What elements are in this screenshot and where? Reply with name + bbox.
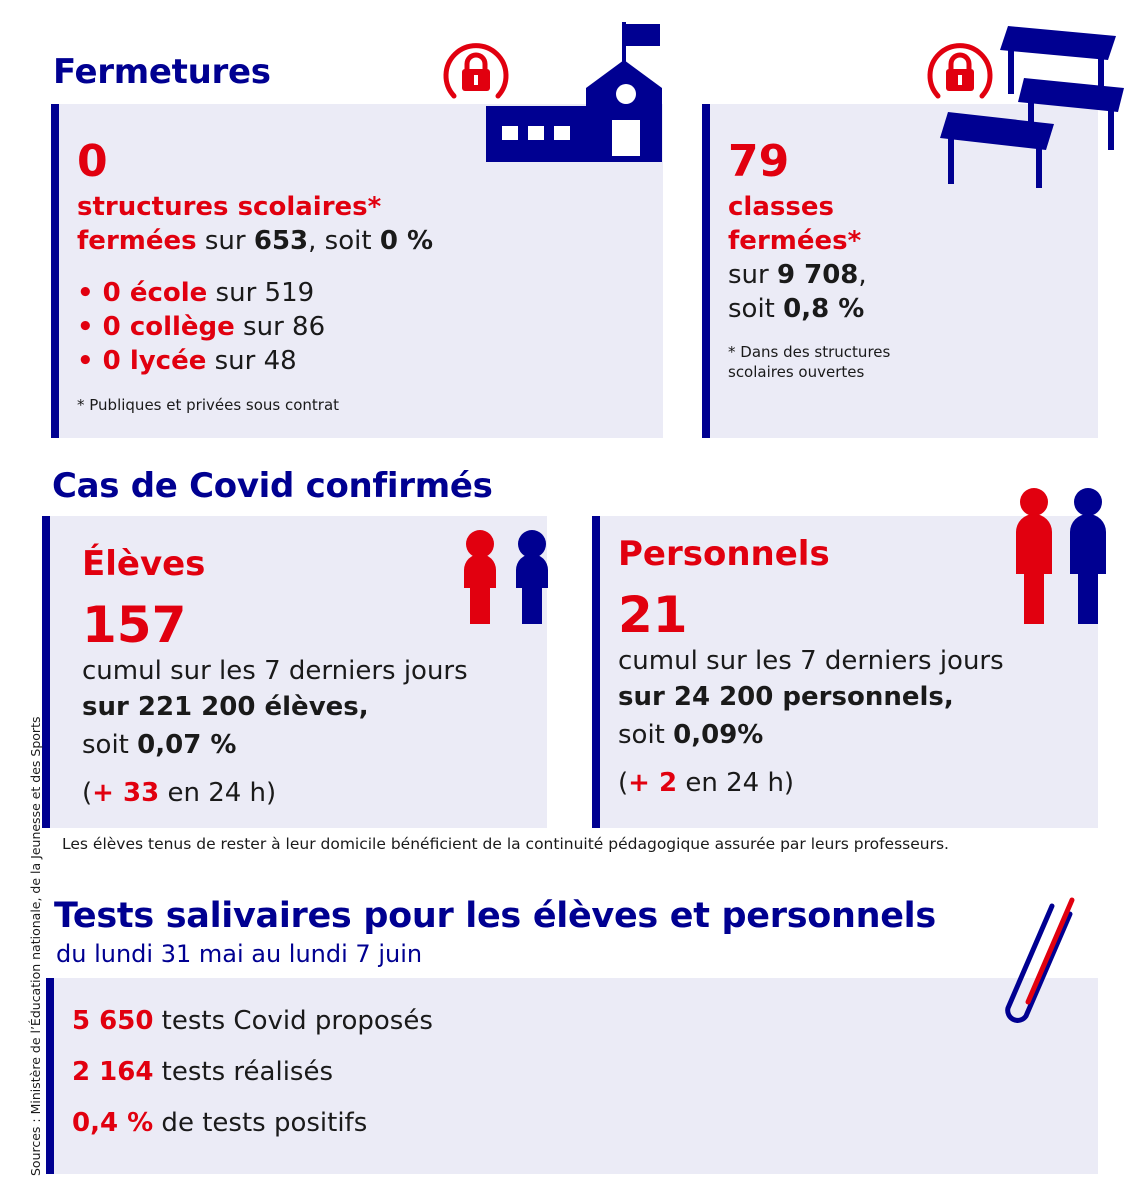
- list-item: [72, 1004, 433, 1038]
- list-item: [77, 276, 314, 310]
- eleves-count: 157: [82, 596, 187, 654]
- school-icon: [486, 22, 666, 164]
- lycee-total: sur 48: [206, 346, 297, 376]
- covid-title: Cas de Covid confirmés: [52, 466, 493, 506]
- personnels-line2: sur 24 200 personnels,: [618, 682, 954, 712]
- fermetures-title: Fermetures: [53, 52, 271, 92]
- persons-icon: [458, 528, 558, 628]
- list-item: [77, 310, 325, 344]
- structures-pct: 0 %: [379, 226, 434, 256]
- tests-proposes-value: 5 650: [72, 1006, 154, 1036]
- eleves-paren: (: [82, 778, 93, 808]
- covid-note: Les élèves tenus de rester à leur domicile bénéficient de la continuité pédagogique assurée par leurs professeurs.: [62, 835, 949, 853]
- classes-label-2: fermées*: [728, 226, 862, 256]
- persons-icon: [1012, 486, 1112, 626]
- tests-title: Tests salivaires pour les élèves et personnels: [54, 896, 936, 936]
- bullet: •: [77, 312, 103, 342]
- ecole-total: sur 519: [207, 278, 315, 308]
- structures-count: 0: [77, 136, 108, 187]
- eleves-delta: + 33: [92, 778, 160, 808]
- personnels-delta: + 2: [628, 768, 678, 798]
- classes-soit: soit: [728, 294, 784, 324]
- personnels-delta-suffix: en 24 h): [677, 768, 795, 798]
- classes-footnote-2: scolaires ouvertes: [728, 363, 865, 381]
- structures-total: 653: [253, 226, 309, 256]
- desks-icon: [938, 20, 1128, 190]
- college-total: sur 86: [234, 312, 326, 342]
- structures-footnote: * Publiques et privées sous contrat: [77, 396, 340, 414]
- tests-positifs-value: 0,4 %: [72, 1108, 154, 1138]
- ecole-value: 0 école: [102, 278, 208, 308]
- personnels-paren: (: [618, 768, 629, 798]
- eleves-delta-suffix: en 24 h): [159, 778, 277, 808]
- classes-count: 79: [728, 136, 790, 187]
- tests-positifs-label: de tests positifs: [153, 1108, 368, 1138]
- eleves-line2: sur 221 200 élèves,: [82, 692, 369, 722]
- personnels-line1: cumul sur les 7 derniers jours: [618, 646, 1004, 676]
- tests-proposes-label: tests Covid proposés: [153, 1006, 433, 1036]
- classes-comma: ,: [858, 260, 867, 290]
- classes-label-1: classes: [728, 192, 834, 222]
- structures-sur: sur: [196, 226, 254, 256]
- test-swab-icon: [994, 896, 1084, 1036]
- list-item: [72, 1106, 367, 1140]
- personnels-soit: soit: [618, 720, 674, 750]
- eleves-label: Élèves: [82, 544, 206, 584]
- classes-footnote-1: * Dans des structures: [728, 343, 891, 361]
- college-value: 0 collège: [102, 312, 235, 342]
- classes-total: 9 708: [776, 260, 859, 290]
- personnels-label: Personnels: [618, 534, 830, 574]
- source-credit: Sources : Ministère de l’Éducation nationale, de la Jeunesse et des Sports: [28, 716, 43, 1176]
- eleves-soit: soit: [82, 730, 138, 760]
- tests-subtitle: du lundi 31 mai au lundi 7 juin: [56, 940, 423, 968]
- eleves-pct: 0,07 %: [137, 730, 237, 760]
- tests-panel: [46, 978, 1098, 1174]
- eleves-line1: cumul sur les 7 derniers jours: [82, 656, 468, 686]
- classes-sur: sur: [728, 260, 777, 290]
- bullet: •: [77, 346, 103, 376]
- list-item: [77, 344, 297, 378]
- structures-label-2: fermées: [77, 226, 197, 256]
- tests-realises-value: 2 164: [72, 1057, 154, 1087]
- structures-label-1: structures scolaires*: [77, 192, 382, 222]
- list-item: [72, 1055, 333, 1089]
- tests-realises-label: tests réalisés: [153, 1057, 334, 1087]
- bullet: •: [77, 278, 103, 308]
- structures-soit: , soit: [308, 226, 380, 256]
- lycee-value: 0 lycée: [102, 346, 207, 376]
- personnels-pct: 0,09%: [673, 720, 764, 750]
- personnels-count: 21: [618, 586, 688, 644]
- classes-pct: 0,8 %: [783, 294, 865, 324]
